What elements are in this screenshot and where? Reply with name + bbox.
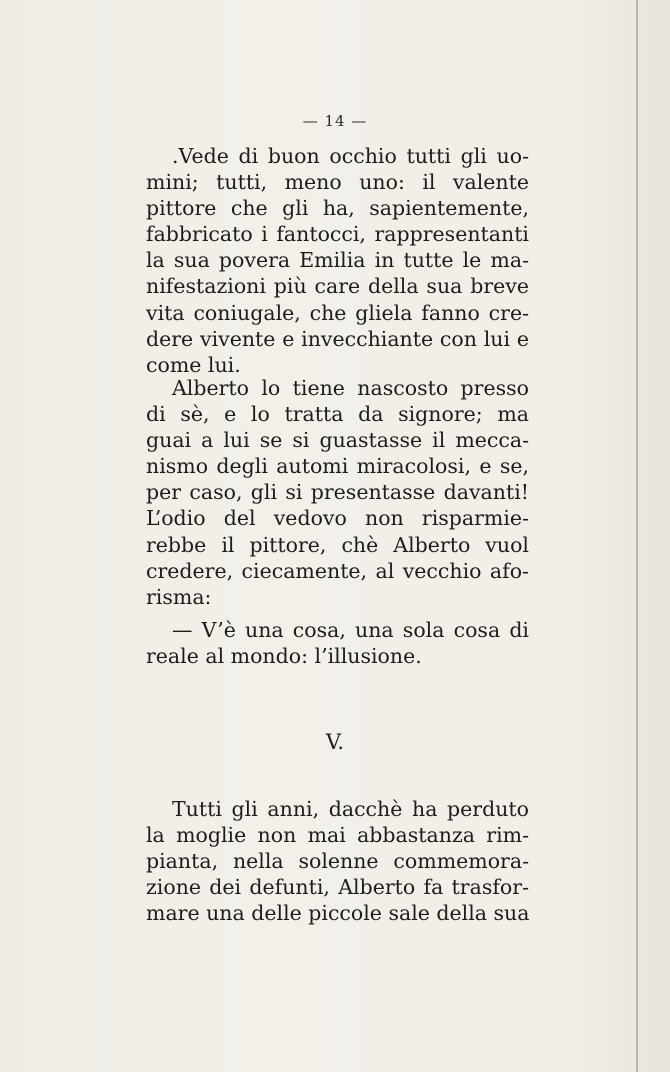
text-line: nismo degli automi miracolosi, e se, [146,454,529,479]
text-line: di sè, e lo tratta da signore; ma [146,402,529,427]
paragraph-2 [146,375,529,610]
text-line: fabbricato i fantocci, rappresentanti [146,222,529,247]
text-line: rebbe il pittore, chè Alberto vuol [146,532,529,557]
text-line: Alberto lo tiene nascosto presso [172,376,529,400]
text-line: pianta, nella solenne commemora- [146,849,529,874]
page-number: — 14 — [302,112,368,130]
page-edge-shadow [636,0,638,1072]
text-line: pittore che gli ha, sapientemente, [146,196,529,221]
text-line: nifestazioni più care della sua breve [146,274,529,299]
text-line: L’odio del vedovo non risparmie- [146,506,529,531]
text-line: per caso, gli si presentasse davanti! [146,480,529,505]
text-line: Tutti gli anni, dacchè ha perduto [172,797,529,821]
text-line: la moglie non mai abbastanza rim- [146,823,529,848]
text-line: mini; tutti, meno uno: il valente [146,170,529,195]
paragraph-4 [146,796,529,926]
text-line: .Vede di buon occhio tutti gli uo- [172,144,529,168]
text-line: come lui. [146,352,241,377]
text-line: guai a lui se si guastasse il mecca- [146,428,529,453]
text-line: credere, ciecamente, al vecchio afo- [146,558,529,583]
text-line: mare una delle piccole sale della sua [146,901,529,926]
text-line: reale al mondo: l’illusione. [146,644,422,669]
paragraph-1 [146,143,529,378]
text-line: zione dei defunti, Alberto fa trasfor- [146,875,529,900]
text-line: la sua povera Emilia in tutte le ma- [146,248,529,273]
text-line: — V’è una cosa, una sola cosa di [172,618,529,642]
paragraph-3 [146,617,529,669]
text-line: risma: [146,584,212,609]
section-heading: V. [325,730,345,754]
text-line: vita coniugale, che gliela fanno cre- [146,300,529,325]
text-line: dere vivente e invecchiante con lui e [146,326,529,351]
